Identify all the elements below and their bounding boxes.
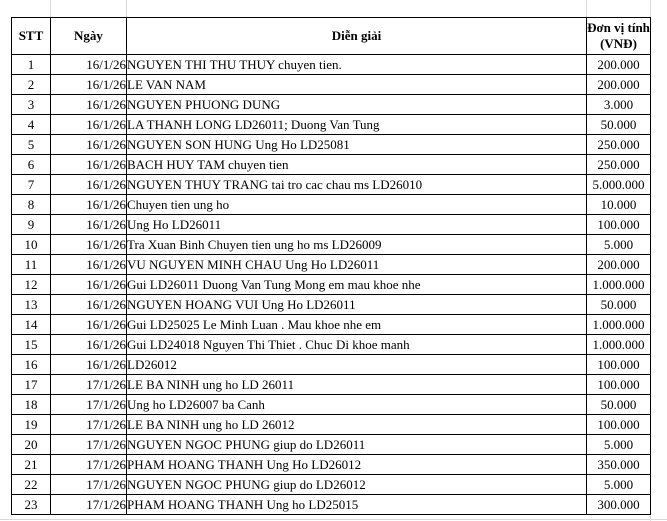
cell-stt[interactable]: 8 <box>12 195 51 215</box>
table-row <box>12 75 651 95</box>
cell-amount[interactable]: 5.000.000 <box>587 175 651 195</box>
table-row <box>12 95 651 115</box>
table-row <box>12 415 651 435</box>
table-row <box>12 395 651 415</box>
cell-stt[interactable]: 1 <box>12 55 51 75</box>
cell-amount[interactable]: 250.000 <box>587 135 651 155</box>
table-row <box>12 175 651 195</box>
donation-table <box>11 17 651 515</box>
cell-description[interactable]: LD26012 <box>127 355 587 375</box>
cell-stt[interactable]: 22 <box>12 475 51 495</box>
cell-stt[interactable]: 12 <box>12 275 51 295</box>
cell-stt[interactable]: 15 <box>12 335 51 355</box>
table-row <box>12 55 651 75</box>
cell-date[interactable]: 16/1/26 <box>51 215 127 235</box>
table-row <box>12 275 651 295</box>
cell-date[interactable]: 17/1/26 <box>51 415 127 435</box>
cell-date[interactable]: 16/1/26 <box>51 55 127 75</box>
cell-amount[interactable]: 1.000.000 <box>587 335 651 355</box>
cell-description[interactable]: LE BA NINH ung ho LD 26012 <box>127 415 587 435</box>
cell-description[interactable]: LE BA NINH ung ho LD 26011 <box>127 375 587 395</box>
cell-amount[interactable]: 100.000 <box>587 355 651 375</box>
header-amount[interactable] <box>587 18 651 55</box>
table-row <box>12 255 651 275</box>
cell-description[interactable]: NGUYEN PHUONG DUNG <box>127 95 587 115</box>
cell-description[interactable]: NGUYEN SON HUNG Ung Ho LD25081 <box>127 135 587 155</box>
gridline <box>50 0 51 17</box>
cell-description[interactable]: PHAM HOANG THANH Ung ho LD25015 <box>127 495 587 515</box>
cell-amount[interactable]: 100.000 <box>587 415 651 435</box>
cell-stt[interactable]: 23 <box>12 495 51 515</box>
cell-date[interactable]: 17/1/26 <box>51 495 127 515</box>
cell-stt[interactable]: 19 <box>12 415 51 435</box>
cell-amount[interactable]: 5.000 <box>587 235 651 255</box>
table-row <box>12 135 651 155</box>
cell-stt[interactable]: 4 <box>12 115 51 135</box>
table-row <box>12 315 651 335</box>
table-row <box>12 155 651 175</box>
header-row <box>12 18 651 55</box>
cell-date[interactable]: 17/1/26 <box>51 475 127 495</box>
header-amount-line2: (VNĐ) <box>600 36 637 51</box>
cell-date[interactable]: 16/1/26 <box>51 195 127 215</box>
cell-amount[interactable]: 200.000 <box>587 75 651 95</box>
cell-description[interactable]: NGUYEN NGOC PHUNG giup do LD26011 <box>127 435 587 455</box>
cell-date[interactable]: 16/1/26 <box>51 295 127 315</box>
cell-description[interactable]: Gui LD26011 Duong Van Tung Mong em mau khoe nhe <box>127 275 587 295</box>
cell-amount[interactable]: 50.000 <box>587 115 651 135</box>
cell-date[interactable]: 16/1/26 <box>51 135 127 155</box>
cell-date[interactable]: 16/1/26 <box>51 315 127 335</box>
cell-date[interactable]: 16/1/26 <box>51 95 127 115</box>
cell-stt[interactable]: 14 <box>12 315 51 335</box>
table-row <box>12 295 651 315</box>
table-row <box>12 115 651 135</box>
table-row <box>12 195 651 215</box>
cell-amount[interactable]: 50.000 <box>587 295 651 315</box>
table-body <box>12 55 651 515</box>
cell-description[interactable]: NGUYEN HOANG VUI Ung Ho LD26011 <box>127 295 587 315</box>
cell-amount[interactable]: 250.000 <box>587 155 651 175</box>
cell-description[interactable]: Ung ho LD26007 ba Canh <box>127 395 587 415</box>
cell-description[interactable]: PHAM HOANG THANH Ung Ho LD26012 <box>127 455 587 475</box>
cell-amount[interactable]: 200.000 <box>587 55 651 75</box>
cell-date[interactable]: 17/1/26 <box>51 395 127 415</box>
cell-stt[interactable]: 13 <box>12 295 51 315</box>
cell-description[interactable]: Chuyen tien ung ho <box>127 195 587 215</box>
cell-amount[interactable]: 200.000 <box>587 255 651 275</box>
cell-date[interactable]: 17/1/26 <box>51 435 127 455</box>
cell-description[interactable]: LE VAN NAM <box>127 75 587 95</box>
cell-stt[interactable]: 11 <box>12 255 51 275</box>
cell-stt[interactable]: 9 <box>12 215 51 235</box>
cell-stt[interactable]: 10 <box>12 235 51 255</box>
cell-date[interactable]: 17/1/26 <box>51 375 127 395</box>
cell-stt[interactable]: 18 <box>12 395 51 415</box>
cell-stt[interactable]: 20 <box>12 435 51 455</box>
cell-amount[interactable]: 10.000 <box>587 195 651 215</box>
cell-description[interactable]: VU NGUYEN MINH CHAU Ung Ho LD26011 <box>127 255 587 275</box>
cell-description[interactable]: BACH HUY TAM chuyen tien <box>127 155 587 175</box>
table-row <box>12 335 651 355</box>
cell-date[interactable]: 16/1/26 <box>51 355 127 375</box>
header-description[interactable]: Diễn giải <box>127 18 587 55</box>
cell-date[interactable]: 16/1/26 <box>51 75 127 95</box>
cell-amount[interactable]: 350.000 <box>587 455 651 475</box>
cell-description[interactable]: NGUYEN NGOC PHUNG giup do LD26012 <box>127 475 587 495</box>
cell-stt[interactable]: 6 <box>12 155 51 175</box>
cell-date[interactable]: 16/1/26 <box>51 255 127 275</box>
cell-amount[interactable]: 300.000 <box>587 495 651 515</box>
cell-date[interactable]: 16/1/26 <box>51 175 127 195</box>
table-row <box>12 435 651 455</box>
bottom-gridline <box>0 519 667 520</box>
cell-description[interactable]: NGUYEN THUY TRANG tai tro cac chau ms LD26010 <box>127 175 587 195</box>
table-row <box>12 455 651 475</box>
header-stt[interactable]: STT <box>12 18 51 55</box>
cell-stt[interactable]: 2 <box>12 75 51 95</box>
cell-date[interactable]: 16/1/26 <box>51 115 127 135</box>
cell-stt[interactable]: 7 <box>12 175 51 195</box>
cell-amount[interactable]: 1.000.000 <box>587 275 651 295</box>
cell-date[interactable]: 16/1/26 <box>51 235 127 255</box>
table-row <box>12 375 651 395</box>
cell-description[interactable]: LA THANH LONG LD26011; Duong Van Tung <box>127 115 587 135</box>
header-amount-line1: Đơn vị tính <box>587 20 650 35</box>
cell-stt[interactable]: 21 <box>12 455 51 475</box>
cell-amount[interactable]: 3.000 <box>587 95 651 115</box>
table-row <box>12 215 651 235</box>
cell-description[interactable]: NGUYEN THI THU THUY chuyen tien. <box>127 55 587 75</box>
cell-description[interactable]: Ung Ho LD26011 <box>127 215 587 235</box>
gridline <box>126 0 127 17</box>
cell-stt[interactable]: 3 <box>12 95 51 115</box>
cell-date[interactable]: 16/1/26 <box>51 275 127 295</box>
table-row <box>12 495 651 515</box>
cell-amount[interactable]: 5.000 <box>587 435 651 455</box>
cell-stt[interactable]: 16 <box>12 355 51 375</box>
cell-description[interactable]: Tra Xuan Binh Chuyen tien ung ho ms LD26009 <box>127 235 587 255</box>
cell-description[interactable]: Gui LD24018 Nguyen Thi Thiet . Chuc Di khoe manh <box>127 335 587 355</box>
gridline <box>586 0 587 17</box>
table-row <box>12 235 651 255</box>
table-row <box>12 355 651 375</box>
table-row <box>12 475 651 495</box>
cell-amount[interactable]: 1.000.000 <box>587 315 651 335</box>
cell-date[interactable]: 16/1/26 <box>51 335 127 355</box>
cell-amount[interactable]: 100.000 <box>587 375 651 395</box>
cell-amount[interactable]: 50.000 <box>587 395 651 415</box>
sheet-top-band <box>0 0 667 17</box>
cell-amount[interactable]: 100.000 <box>587 215 651 235</box>
cell-description[interactable]: Gui LD25025 Le Minh Luan . Mau khoe nhe em <box>127 315 587 335</box>
header-date[interactable]: Ngày <box>51 18 127 55</box>
cell-date[interactable]: 17/1/26 <box>51 455 127 475</box>
cell-amount[interactable]: 5.000 <box>587 475 651 495</box>
cell-date[interactable]: 16/1/26 <box>51 155 127 175</box>
cell-stt[interactable]: 17 <box>12 375 51 395</box>
cell-stt[interactable]: 5 <box>12 135 51 155</box>
